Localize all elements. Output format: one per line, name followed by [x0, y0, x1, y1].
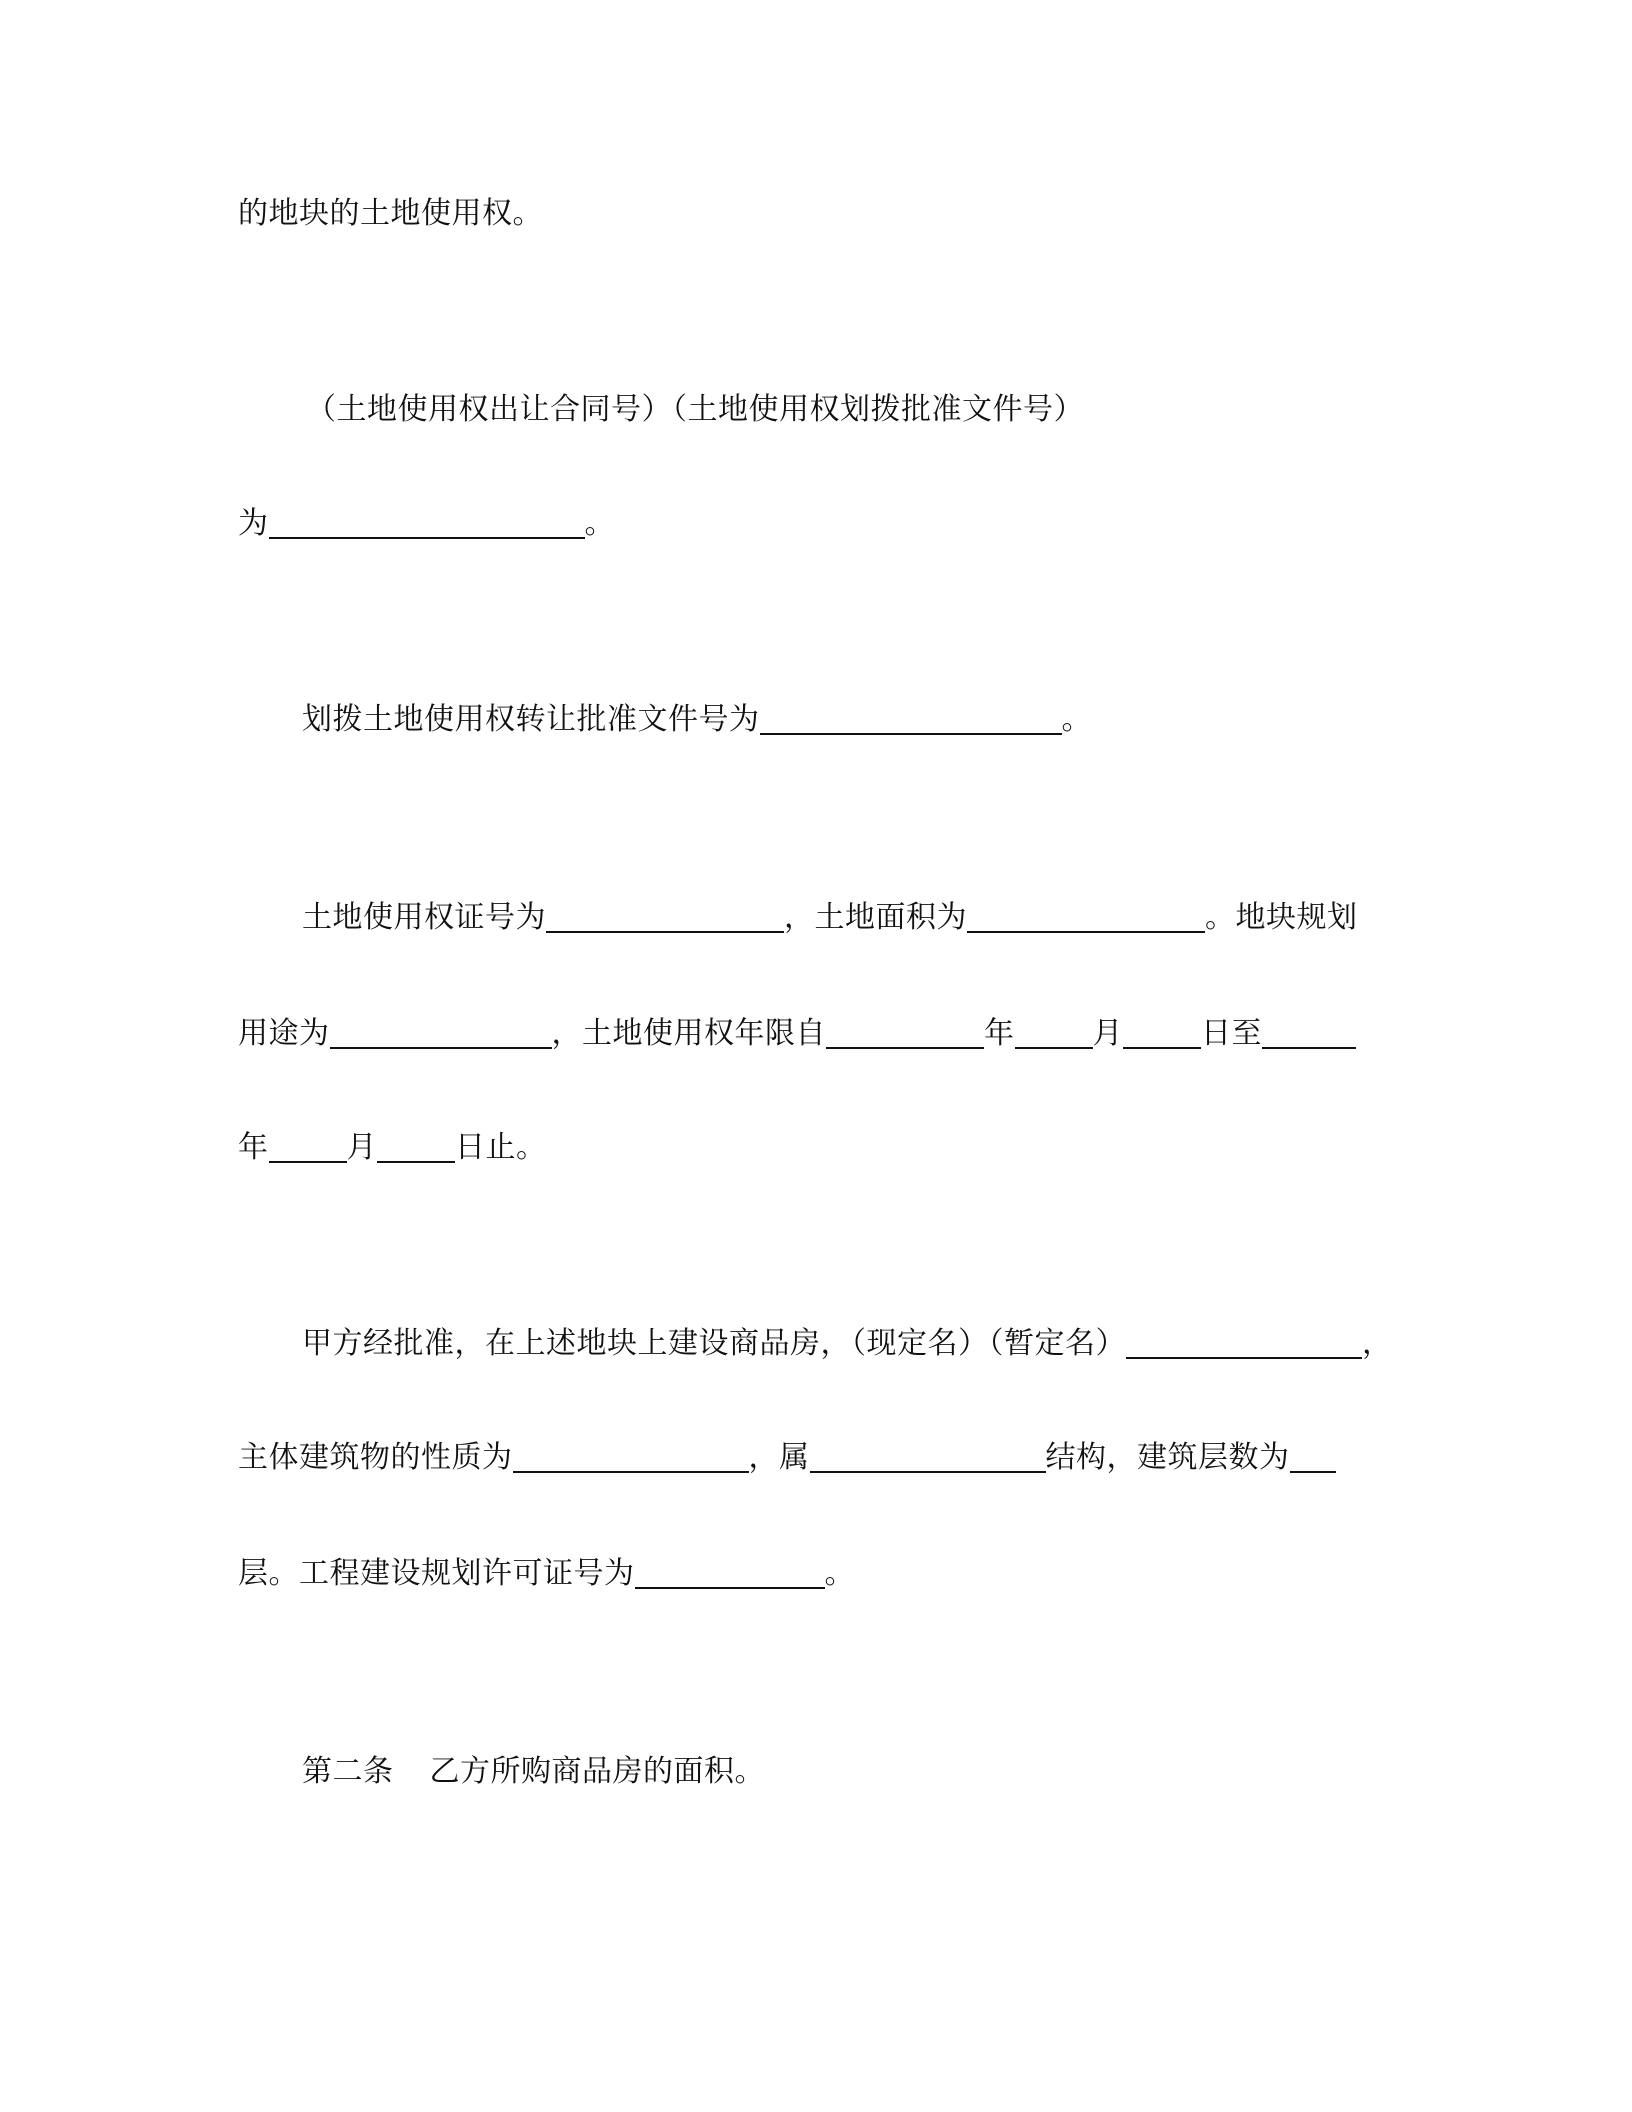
blank-building-nature[interactable]	[513, 1439, 749, 1473]
blank-start-month[interactable]	[1015, 1015, 1093, 1049]
text-day-to: 日至	[1201, 1016, 1262, 1051]
text-period: 。	[1061, 702, 1092, 737]
text-land-area: ，土地面积为	[784, 900, 967, 935]
text-year: 年	[238, 1130, 269, 1165]
text-period: 。	[824, 1556, 855, 1591]
paragraph-line-6	[238, 1014, 1388, 1054]
blank-contract-number[interactable]	[269, 505, 585, 539]
text-structure-floors: 结构，建筑层数为	[1045, 1440, 1290, 1475]
article-number: 第二条	[302, 1754, 394, 1789]
text-land-planning: 。地块规划	[1205, 900, 1358, 935]
blank-structure[interactable]	[810, 1439, 1046, 1473]
text-day-end: 日止。	[455, 1130, 547, 1165]
text-planning-permit: 层。工程建设规划许可证号为	[238, 1556, 635, 1591]
text-month: 月	[346, 1130, 377, 1165]
paragraph-line-8	[302, 1324, 1452, 1364]
paragraph-line-1	[238, 194, 1388, 234]
paragraph-line-9	[238, 1438, 1388, 1478]
blank-planning-permit-number[interactable]	[635, 1555, 825, 1589]
text-transfer-approval: 划拨土地使用权转让批准文件号为	[302, 702, 760, 737]
paragraph-line-11	[302, 1752, 1452, 1792]
paragraph-line-2	[306, 390, 1456, 430]
text-approved-building: 甲方经批准，在上述地块上建设商品房，（现定名）（暂定名）	[302, 1326, 1126, 1361]
paragraph-line-3	[238, 504, 1388, 544]
blank-land-area[interactable]	[967, 899, 1205, 933]
text-certificate-number: 土地使用权证号为	[302, 900, 546, 935]
blank-transfer-approval-number[interactable]	[760, 701, 1062, 735]
paragraph-line-4	[302, 700, 1452, 740]
text-term-from: ，土地使用权年限自	[551, 1016, 826, 1051]
text-contract-numbers: （土地使用权出让合同号）（土地使用权划拨批准文件号）	[306, 392, 1084, 427]
article-title: 乙方所购商品房的面积。	[429, 1754, 765, 1789]
text-month: 月	[1092, 1016, 1123, 1051]
blank-start-day[interactable]	[1123, 1015, 1201, 1049]
blank-floor-count[interactable]	[1290, 1439, 1336, 1473]
blank-end-day[interactable]	[377, 1129, 455, 1163]
paragraph-line-7	[238, 1128, 1388, 1168]
text-year: 年	[984, 1016, 1015, 1051]
text-land-use-right: 的地块的土地使用权。	[238, 196, 543, 231]
blank-end-month[interactable]	[269, 1129, 347, 1163]
blank-certificate-number[interactable]	[546, 899, 784, 933]
text-building-nature: 主体建筑物的性质为	[238, 1440, 513, 1475]
blank-usage[interactable]	[330, 1015, 552, 1049]
blank-start-year[interactable]	[826, 1015, 984, 1049]
text-belongs: ，属	[748, 1440, 810, 1475]
text-usage: 用途为	[238, 1016, 330, 1051]
paragraph-line-10	[238, 1554, 1388, 1594]
paragraph-line-5	[302, 898, 1452, 938]
text-period: 。	[584, 506, 615, 541]
text-wei: 为	[238, 506, 269, 541]
blank-building-name[interactable]	[1126, 1325, 1362, 1359]
blank-end-year[interactable]	[1262, 1015, 1356, 1049]
text-comma: ，	[1362, 1326, 1393, 1361]
